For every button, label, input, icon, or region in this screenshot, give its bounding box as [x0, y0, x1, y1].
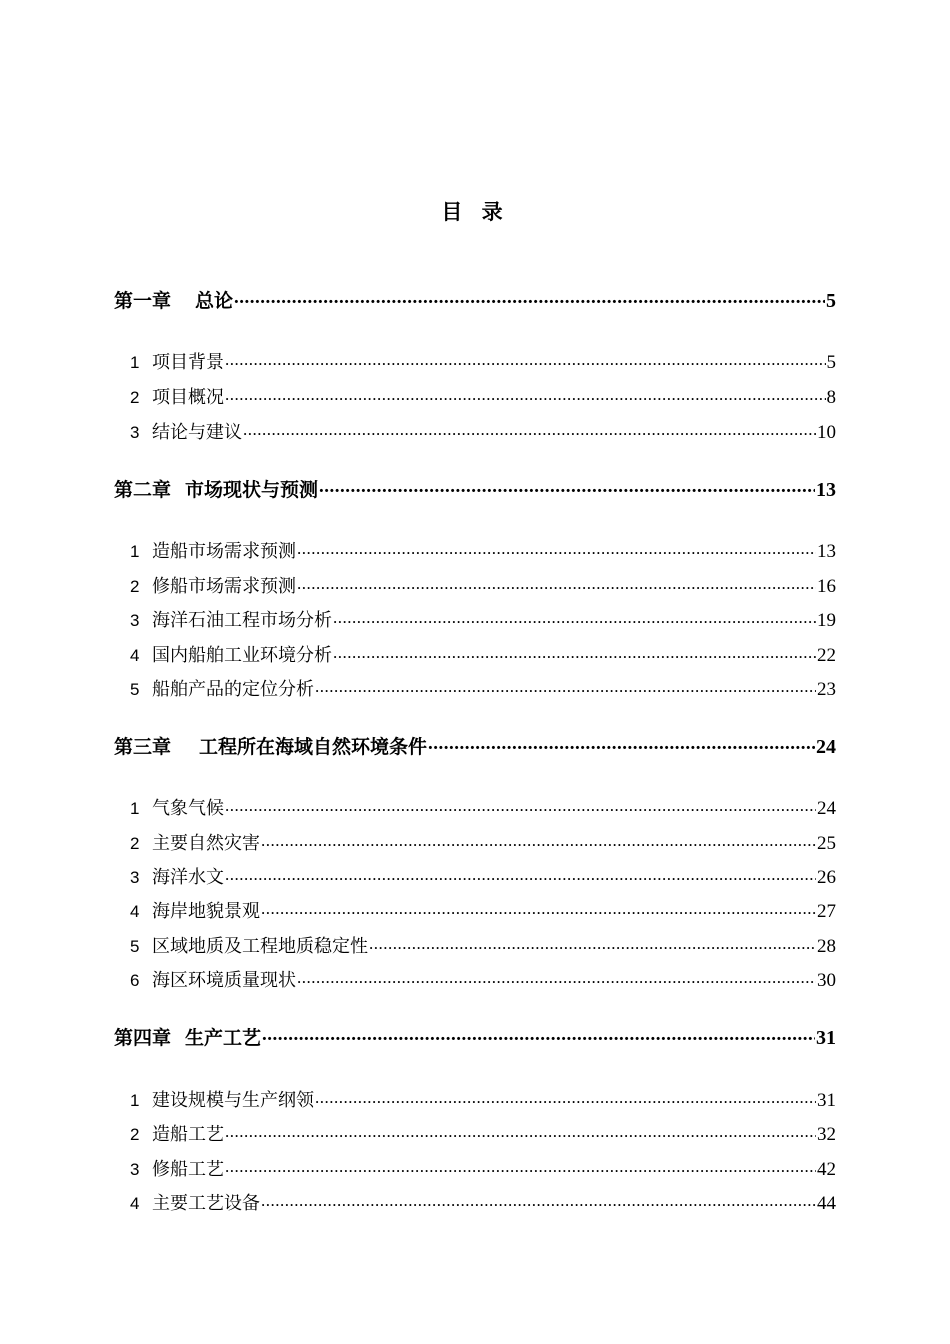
dot-leader [225, 1157, 816, 1175]
section-title: 船舶产品的定位分析 [152, 679, 314, 700]
toc-chapter-2[interactable] [114, 475, 836, 502]
chapter-number: 第三章 [114, 736, 172, 758]
chapter-page-number: 13 [816, 479, 836, 501]
section-page-number: 24 [817, 798, 836, 819]
section-title: 海区环境质量现状 [152, 970, 296, 991]
section-page-number: 10 [817, 422, 836, 443]
dot-leader [261, 1191, 816, 1209]
section-number: 1 [130, 542, 140, 561]
section-page-number: 44 [817, 1193, 836, 1214]
section-title: 项目背景 [152, 352, 224, 373]
section-page-number: 19 [817, 610, 836, 631]
section-number: 6 [130, 971, 140, 990]
toc-section[interactable] [114, 897, 836, 923]
section-page-number: 31 [817, 1090, 836, 1111]
toc-section[interactable] [114, 1086, 836, 1112]
toc-section[interactable] [114, 1189, 836, 1215]
section-number: 5 [130, 937, 140, 956]
section-page-number: 28 [817, 936, 836, 957]
dot-leader [315, 1088, 816, 1106]
dot-leader [225, 350, 826, 368]
toc-section[interactable] [114, 641, 836, 667]
chapter-page-number: 31 [816, 1027, 836, 1049]
section-title: 主要自然灾害 [152, 833, 260, 854]
toc-section[interactable] [114, 606, 836, 632]
section-page-number: 22 [817, 645, 836, 666]
toc-section[interactable] [114, 418, 836, 444]
section-page-number: 27 [817, 901, 836, 922]
toc-section[interactable] [114, 537, 836, 563]
section-title: 国内船舶工业环境分析 [152, 645, 332, 666]
section-title: 项目概况 [152, 387, 224, 408]
dot-leader [225, 796, 816, 814]
section-page-number: 13 [817, 541, 836, 562]
section-number: 4 [130, 902, 140, 921]
dot-leader [234, 288, 825, 307]
dot-leader [297, 539, 816, 557]
section-page-number: 42 [817, 1159, 836, 1180]
dot-leader [261, 899, 816, 917]
section-title: 区域地质及工程地质稳定性 [152, 936, 368, 957]
section-page-number: 30 [817, 970, 836, 991]
chapter-title: 总论 [195, 290, 234, 312]
section-number: 4 [130, 646, 140, 665]
chapter-page-number: 24 [816, 736, 836, 758]
section-title: 修船工艺 [152, 1159, 224, 1180]
dot-leader [243, 420, 816, 438]
section-number: 3 [130, 868, 140, 887]
dot-leader [225, 385, 826, 403]
section-number: 3 [130, 1160, 140, 1179]
toc-section[interactable] [114, 1120, 836, 1146]
section-page-number: 32 [817, 1124, 836, 1145]
dot-leader [333, 608, 816, 626]
dot-leader [319, 477, 815, 496]
section-title: 结论与建议 [152, 422, 242, 443]
toc-section[interactable] [114, 829, 836, 855]
section-title: 海洋石油工程市场分析 [152, 610, 332, 631]
toc-section[interactable] [114, 675, 836, 701]
toc-title: 目 录 [441, 200, 509, 224]
section-number: 3 [130, 611, 140, 630]
section-title: 造船工艺 [152, 1124, 224, 1145]
section-title: 建设规模与生产纲领 [152, 1090, 314, 1111]
chapter-title: 市场现状与预测 [185, 479, 319, 501]
chapter-number: 第一章 [114, 290, 172, 312]
chapter-number: 第二章 [114, 479, 172, 501]
toc-chapter-4[interactable] [114, 1023, 836, 1050]
section-page-number: 26 [817, 867, 836, 888]
dot-leader [225, 1122, 816, 1140]
section-number: 4 [130, 1194, 140, 1213]
dot-leader [297, 968, 816, 986]
dot-leader [369, 934, 816, 952]
section-number: 1 [130, 353, 140, 372]
chapter-title: 生产工艺 [185, 1027, 262, 1049]
section-page-number: 23 [817, 679, 836, 700]
dot-leader [225, 865, 816, 883]
section-title: 海洋水文 [152, 867, 224, 888]
section-number: 2 [130, 577, 140, 596]
section-title: 修船市场需求预测 [152, 576, 296, 597]
dot-leader [261, 831, 816, 849]
toc-section[interactable] [114, 572, 836, 598]
toc-chapter-1[interactable] [114, 286, 836, 313]
toc-section[interactable] [114, 932, 836, 958]
section-title: 主要工艺设备 [152, 1193, 260, 1214]
dot-leader [297, 574, 816, 592]
chapter-page-number: 5 [826, 290, 836, 312]
toc-section[interactable] [114, 794, 836, 820]
section-number: 2 [130, 1125, 140, 1144]
toc-section[interactable] [114, 383, 836, 409]
section-page-number: 5 [826, 352, 836, 373]
section-page-number: 8 [826, 387, 836, 408]
section-number: 5 [130, 680, 140, 699]
chapter-title: 工程所在海域自然环境条件 [199, 736, 428, 758]
dot-leader [262, 1025, 815, 1044]
section-number: 2 [130, 388, 140, 407]
dot-leader [315, 677, 816, 695]
section-number: 3 [130, 423, 140, 442]
section-title: 海岸地貌景观 [152, 901, 260, 922]
toc-section[interactable] [114, 863, 836, 889]
section-page-number: 16 [817, 576, 836, 597]
section-page-number: 25 [817, 833, 836, 854]
section-number: 1 [130, 799, 140, 818]
chapter-number: 第四章 [114, 1027, 172, 1049]
dot-leader [333, 643, 816, 661]
toc-section[interactable] [114, 348, 836, 374]
section-number: 1 [130, 1091, 140, 1110]
toc-chapter-3[interactable] [114, 732, 836, 759]
dot-leader [428, 734, 815, 753]
section-title: 造船市场需求预测 [152, 541, 296, 562]
section-title: 气象气候 [152, 798, 224, 819]
toc-section[interactable] [114, 966, 836, 992]
section-number: 2 [130, 834, 140, 853]
toc-section[interactable] [114, 1155, 836, 1181]
